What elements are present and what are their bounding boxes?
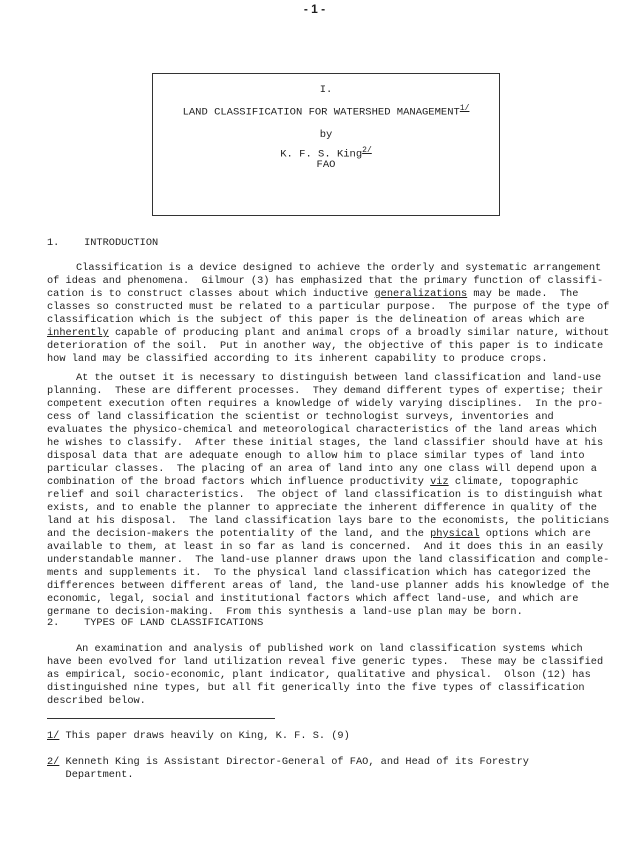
text-line — [47, 327, 622, 340]
text-segment: and the decision-makers the potentiality of the land, and the — [47, 528, 431, 540]
text-line — [47, 515, 622, 528]
text-segment: understandable manner. The land-use planner draws upon the land classification and comple- — [47, 554, 610, 566]
document-title — [153, 104, 499, 119]
text-segment: Classification is a device designed to achieve the orderly and systematic arrangement — [76, 262, 602, 274]
text-line — [47, 554, 622, 567]
text-line — [47, 288, 622, 301]
text-segment: evaluates the physico-chemical and meteorological characteristics of the land areas which — [47, 424, 597, 436]
footnote-text: This paper draws heavily on King, K. F. S. (9) — [65, 730, 350, 742]
text-line — [47, 450, 622, 463]
text-line — [47, 656, 622, 669]
underlined-text: viz — [430, 476, 449, 488]
text-segment: relief and soil characteristics. The object of land classification is to distinguish what — [47, 489, 604, 501]
affiliation: FAO — [316, 159, 336, 171]
text-line — [47, 314, 622, 327]
text-line — [47, 463, 622, 476]
page-number: - 1 - — [303, 2, 326, 16]
text-segment: economic, legal, social and institutional factors which affect land-use, and which are — [47, 593, 579, 605]
text-segment: An examination and analysis of published work on land classification systems which — [76, 643, 583, 655]
footnote-ref-2: 2/ — [362, 146, 372, 155]
text-line — [47, 262, 622, 275]
title-text: LAND CLASSIFICATION FOR WATERSHED MANAGEMENT — [182, 106, 460, 119]
chapter-numeral: I. — [319, 84, 333, 96]
text-line — [47, 437, 622, 450]
text-line — [47, 301, 622, 314]
footnote-1 — [47, 730, 622, 743]
paragraph — [47, 262, 622, 366]
text-line — [47, 476, 622, 489]
text-segment: of ideas and phenomena. Gilmour (3) has emphasized that the primary function of classifi- — [47, 275, 604, 287]
text-segment: particular classes. The placing of an area of land into any one class will depend upon a — [47, 463, 597, 475]
text-segment: how land may be classified according to its inherent capability to produce crops. — [47, 353, 548, 365]
title-box — [152, 73, 500, 216]
section-heading-introduction: 1. INTRODUCTION — [47, 237, 159, 249]
underlined-text: inherently — [47, 327, 109, 339]
text-segment: classes so constructed must be related to a particular purpose. The purpose of the type of — [47, 301, 610, 313]
text-segment: available to them, at least in so far as land is concerned. And it does this in an easily — [47, 541, 604, 553]
footnote-divider — [47, 718, 275, 719]
text-segment: options which are — [479, 528, 591, 540]
byline: by — [319, 129, 333, 141]
text-segment: land at his disposal. The land classification lays bare to the economists, the politicians — [47, 515, 610, 527]
text-line — [47, 567, 622, 580]
footnote-2 — [47, 756, 622, 782]
underlined-text: physical — [430, 528, 480, 540]
footnote-mark: 2/ — [47, 756, 60, 768]
text-line — [47, 682, 622, 695]
text-line — [47, 669, 622, 682]
text-segment: cation is to construct classes about which inductive — [47, 288, 375, 300]
paragraph — [47, 643, 622, 708]
text-line — [47, 411, 622, 424]
author-name: K. F. S. King — [280, 148, 363, 161]
text-segment: capable of producing plant and animal crops of a broadly similar nature, without — [108, 327, 610, 339]
section-heading-types: 2. TYPES OF LAND CLASSIFICATIONS — [47, 617, 264, 629]
footnote-ref-1: 1/ — [459, 104, 470, 113]
text-segment: disposal data that are adequate enough to allow him to place similar types of land into — [47, 450, 585, 462]
text-line — [47, 275, 622, 288]
text-segment: he wishes to classify. After these initial stages, the land classifier should have at his — [47, 437, 604, 449]
text-segment: cess of land classification the scientist or technologist surveys, inventories and — [47, 411, 554, 423]
text-segment: ments and supplements it. To the physical land classification which has categorized the — [47, 567, 591, 579]
text-segment: competent execution often requires a knowledge of widely varying disciplines. In the pro- — [47, 398, 604, 410]
text-segment: classification which is the subject of this paper is the delineation of areas which are — [47, 314, 585, 326]
footnote-text: Department. — [65, 769, 134, 781]
text-segment: distinguished nine types, but all fit generically into the five types of classification — [47, 682, 585, 694]
text-segment: combination of the broad factors which influence productivity — [47, 476, 431, 488]
text-line — [47, 528, 622, 541]
text-segment: planning. These are different processes. They demand different types of expertise; their — [47, 385, 604, 397]
text-line — [47, 353, 622, 366]
paragraph — [47, 372, 622, 619]
text-line — [47, 424, 622, 437]
text-line — [47, 593, 622, 606]
text-line — [47, 643, 622, 656]
text-segment: deterioration of the soil. Put in another way, the objective of this paper is to indicate — [47, 340, 604, 352]
text-segment: may be made. The — [467, 288, 579, 300]
text-segment: germane to decision-making. From this synthesis a land-use plan may be born. — [47, 606, 523, 618]
text-line — [47, 695, 622, 708]
text-line — [47, 489, 622, 502]
text-line — [47, 372, 622, 385]
text-line — [47, 340, 622, 353]
text-line — [47, 502, 622, 515]
text-line — [47, 385, 622, 398]
text-segment: as empirical, socio-economic, plant indicator, qualitative and physical. Olson (12) has — [47, 669, 591, 681]
text-line — [47, 580, 622, 593]
footnote-mark: 1/ — [47, 730, 60, 742]
footnote-text: Kenneth King is Assistant Director-General of FAO, and Head of its Forestry — [65, 756, 529, 768]
text-line — [47, 541, 622, 554]
text-segment: described below. — [47, 695, 146, 707]
text-segment: climate, topographic — [448, 476, 579, 488]
text-segment: exists, and to enable the planner to appreciate the inherent difference in quality of the — [47, 502, 597, 514]
text-segment: have been evolved for land utilization reveal five generic types. These may be classified — [47, 656, 604, 668]
text-segment: differences between different areas of land, the land-use planner adds his knowledge of the — [47, 580, 610, 592]
text-line — [47, 398, 622, 411]
underlined-text: generalizations — [374, 288, 468, 300]
text-segment: At the outset it is necessary to distinguish between land classification and land-use — [76, 372, 602, 384]
